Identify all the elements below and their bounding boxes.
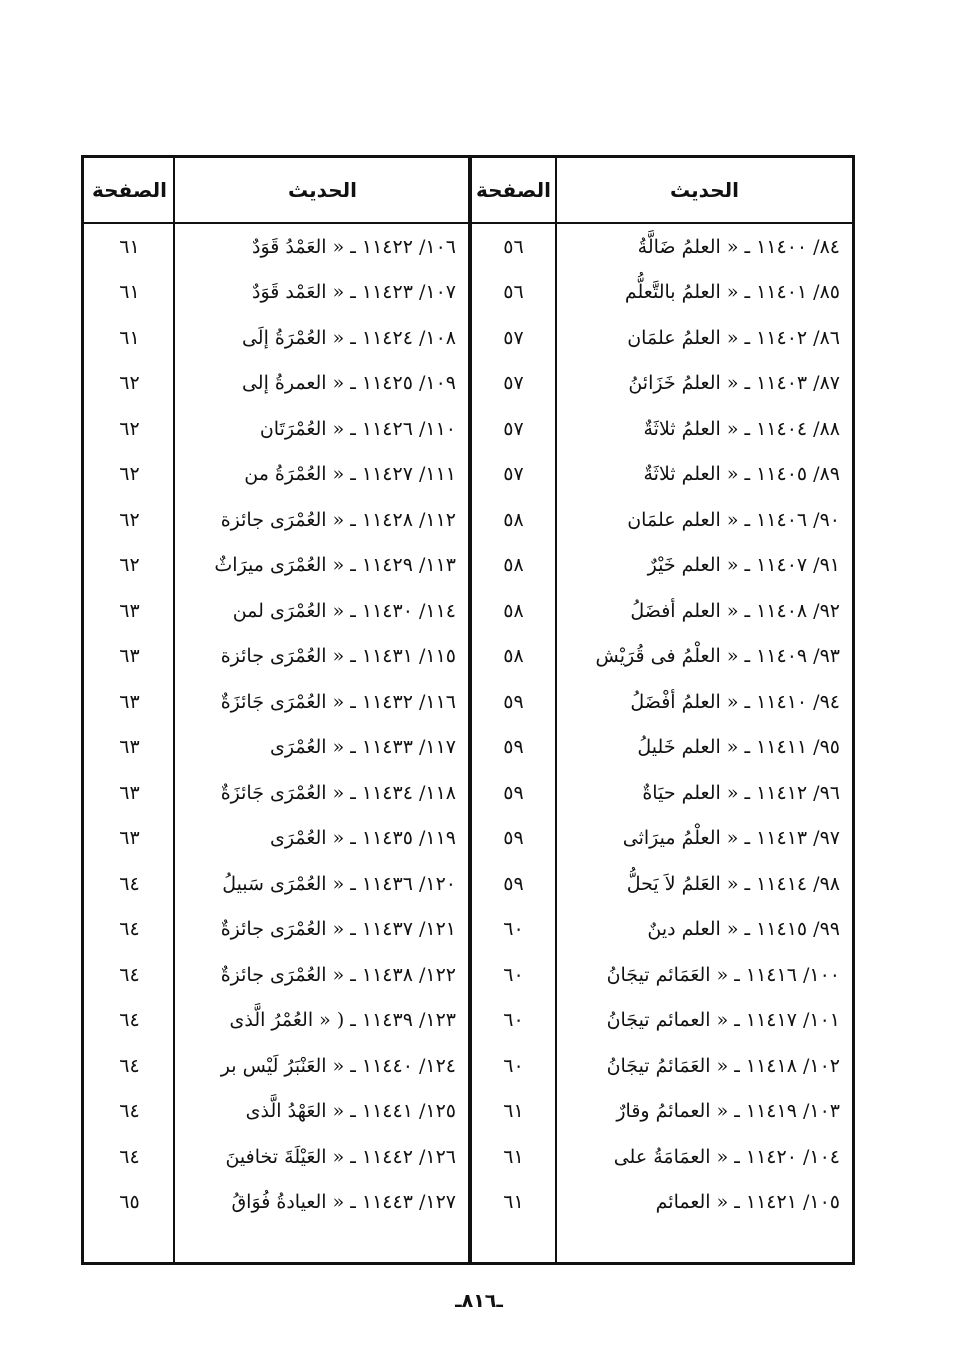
table-row [84,361,852,407]
hadith-entry: ٨٥/ ١١٤٠١ ـ « العلمُ بالتَّعلُّم [624,281,840,304]
hadith-entry: ٩٧/ ١١٤١٣ ـ « العلْمُ ميرَاثى [622,827,840,850]
page-ref: ٦٤ [119,963,140,986]
hadith-entry: ١١٩/ ١١٤٣٥ ـ « العُمْرَى [270,827,456,850]
hadith-entry: ١٠٠/ ١١٤١٦ ـ « العَمَائم تيجَانُ [606,963,840,986]
page-ref: ٥٩ [503,690,524,713]
page-ref: ٦١ [503,1191,524,1214]
hadith-entry: ١٠٩/ ١١٤٢٥ ـ « العمرةُ إلى [241,372,456,395]
hadith-entry: ٩٤/ ١١٤١٠ ـ « العلمُ أفْضَلُ [630,690,840,713]
header-hadith-right: الحديث [670,178,740,202]
hadith-entry: ٩٢/ ١١٤٠٨ ـ « العلم أفضَلُ [630,599,840,622]
table-row [84,1180,852,1226]
page-ref: ٥٩ [503,827,524,850]
hadith-entry: ١٢٤/ ١١٤٤٠ ـ « العَنْبَرُ لَيْس بر [220,1054,456,1077]
table-row [84,224,852,270]
hadith-entry: ١٠٦/ ١١٤٢٢ ـ « العَمْدُ قَوَدٌ [251,235,456,258]
hadith-entry: ١١٦/ ١١٤٣٢ ـ « العُمْرَى جَائزَةٌ [220,690,456,713]
hadith-entry: ٩٦/ ١١٤١٢ ـ « العلم حيَاةٌ [642,781,840,804]
page-ref: ٦١ [119,235,140,258]
page-ref: ٦٣ [119,599,140,622]
hadith-entry: ١١١/ ١١٤٢٧ ـ « العُمْرَةُ من [244,463,456,486]
hadith-entry: ٩٣/ ١١٤٠٩ ـ « العلْمُ فى قُرَيْش [595,645,840,668]
hadith-entry: ١٠٢/ ١١٤١٨ ـ « العَمَائمُ تيجَانُ [606,1054,840,1077]
page-ref: ٦٤ [119,1100,140,1123]
hadith-entry: ٩٩/ ١١٤١٥ ـ « العلم دينٌ [647,918,840,941]
hadith-entry: ١١٥/ ١١٤٣١ ـ « العُمْرَى جائزة [220,645,456,668]
hadith-entry: ٨٩/ ١١٤٠٥ ـ « العلم ثلاثَةٌ [643,463,840,486]
hadith-entry: ١١٧/ ١١٤٣٣ ـ « العُمْرَى [270,736,456,759]
hadith-entry: ٨٨/ ١١٤٠٤ ـ « العلمُ ثلاثَةٌ [643,417,840,440]
header-page-right: الصفحة [476,178,552,202]
hadith-entry: ١٢١/ ١١٤٣٧ ـ « العُمْرَى جائزةٌ [220,918,456,941]
hadith-entry: ١٢٣/ ١١٤٣٩ ـ ( « العُمْرُ الَّذى [229,1009,456,1032]
table-row [84,634,852,680]
table-row [84,1089,852,1135]
hadith-entry: ١٢٧/ ١١٤٤٣ ـ « العيادةُ فُوَاقُ [231,1191,456,1214]
hadith-entry: ٩٨/ ١١٤١٤ ـ « العَلمُ لاَ يَحلُّ [626,872,840,895]
hadith-entry: ٩١/ ١١٤٠٧ ـ « العلم خَيْرٌ [647,554,840,577]
page-number: ـ٨١٦ـ [455,1290,503,1312]
page-ref: ٦٠ [503,918,524,941]
page-ref: ٦٣ [119,690,140,713]
hadith-entry: ١٢٥/ ١١٤٤١ ـ « العَهْدُ الَّذى [245,1100,456,1123]
table-row [84,679,852,725]
table-row [84,497,852,543]
page-ref: ٦٥ [119,1191,140,1214]
hadith-entry: ١٠٥/ ١١٤٢١ ـ « العمائم [655,1191,840,1214]
table-row [84,270,852,316]
page-ref: ٥٧ [503,463,524,486]
page-ref: ٥٨ [503,554,524,577]
table-row [84,315,852,361]
table-row [84,861,852,907]
page-ref: ٦٤ [119,872,140,895]
page-ref: ٥٨ [503,508,524,531]
table-row [84,1043,852,1089]
table-row [84,770,852,816]
hadith-entry: ١١٨/ ١١٤٣٤ ـ « العُمْرَى جَائزَةٌ [220,781,456,804]
page-ref: ٦٤ [119,1009,140,1032]
hadith-entry: ٩٠/ ١١٤٠٦ ـ « العلم علمَان [627,508,840,531]
page-ref: ٦٣ [119,781,140,804]
page-ref: ٥٧ [503,417,524,440]
page-ref: ٦٤ [119,1054,140,1077]
hadith-entry: ١٠٤/ ١١٤٢٠ ـ « العمَامَةُ على [613,1145,840,1168]
page-ref: ٦٤ [119,1145,140,1168]
hadith-entry: ٨٧/ ١١٤٠٣ ـ « العلمُ خَزَائنُ [628,372,840,395]
header-page-left: الصفحة [92,178,168,202]
page-ref: ٦٠ [503,1054,524,1077]
page-ref: ٦٠ [503,963,524,986]
page-ref: ٦٣ [119,827,140,850]
hadith-entry: ١٢٠/ ١١٤٣٦ ـ « العُمْرَى سَبيلُ [222,872,456,895]
hadith-entry: ١١٠/ ١١٤٢٦ ـ « العُمْرَتَان [259,417,456,440]
hadith-entry: ١١٣/ ١١٤٢٩ ـ « العُمْرَى ميرَاثٌ [214,554,456,577]
table-row [84,543,852,589]
table-row [84,1134,852,1180]
page-ref: ٥٨ [503,599,524,622]
page-ref: ٦١ [119,281,140,304]
hadith-index-table [81,155,855,1265]
page-ref: ٥٦ [503,281,524,304]
hadith-entry: ٩٥/ ١١٤١١ ـ « العلم خَليلُ [637,736,840,759]
page-ref: ٦٢ [119,554,140,577]
page-ref: ٦٢ [119,508,140,531]
table-body [84,224,852,1225]
table-row [84,725,852,771]
page-ref: ٦١ [503,1145,524,1168]
hadith-entry: ١٢٢/ ١١٤٣٨ ـ « العُمْرَى جائزةٌ [220,963,456,986]
page-ref: ٦٤ [119,918,140,941]
page-ref: ٥٩ [503,872,524,895]
page-ref: ٦١ [503,1100,524,1123]
hadith-entry: ٨٦/ ١١٤٠٢ ـ « العلمُ علمَان [627,326,840,349]
hadith-entry: ١٠٣/ ١١٤١٩ ـ « العمائمُ وقارٌ [616,1100,840,1123]
page-ref: ٦٣ [119,736,140,759]
hadith-entry: ١١٤/ ١١٤٣٠ ـ « العُمْرَى لمن [232,599,456,622]
table-row [84,998,852,1044]
page-ref: ٦٢ [119,463,140,486]
hadith-entry: ٨٤/ ١١٤٠٠ ـ « العلمُ ضَالَّةُ [637,235,840,258]
page-ref: ٥٩ [503,781,524,804]
page-ref: ٥٩ [503,736,524,759]
table-row [84,907,852,953]
page-ref: ٦٠ [503,1009,524,1032]
hadith-entry: ١٢٦/ ١١٤٤٢ ـ « العَيْلَةَ تخافينَ [225,1145,456,1168]
page-ref: ٦٢ [119,372,140,395]
page-ref: ٦٢ [119,417,140,440]
hadith-entry: ١٠٨/ ١١٤٢٤ ـ « العُمْرَةُ إلَى [241,326,456,349]
page-ref: ٥٨ [503,645,524,668]
table-row [84,588,852,634]
table-row [84,816,852,862]
hadith-entry: ١١٢/ ١١٤٢٨ ـ « العُمْرَى جائزة [220,508,456,531]
table-row [84,952,852,998]
header-hadith-left: الحديث [288,178,358,202]
page-ref: ٦١ [119,326,140,349]
hadith-entry: ١٠١/ ١١٤١٧ ـ « العمائم تيجَانُ [606,1009,840,1032]
page-ref: ٥٧ [503,372,524,395]
table-row [84,406,852,452]
table-row [84,452,852,498]
hadith-entry: ١٠٧/ ١١٤٢٣ ـ « العَمْد قَوَدٌ [251,281,456,304]
page-ref: ٦٣ [119,645,140,668]
page-ref: ٥٦ [503,235,524,258]
page-ref: ٥٧ [503,326,524,349]
